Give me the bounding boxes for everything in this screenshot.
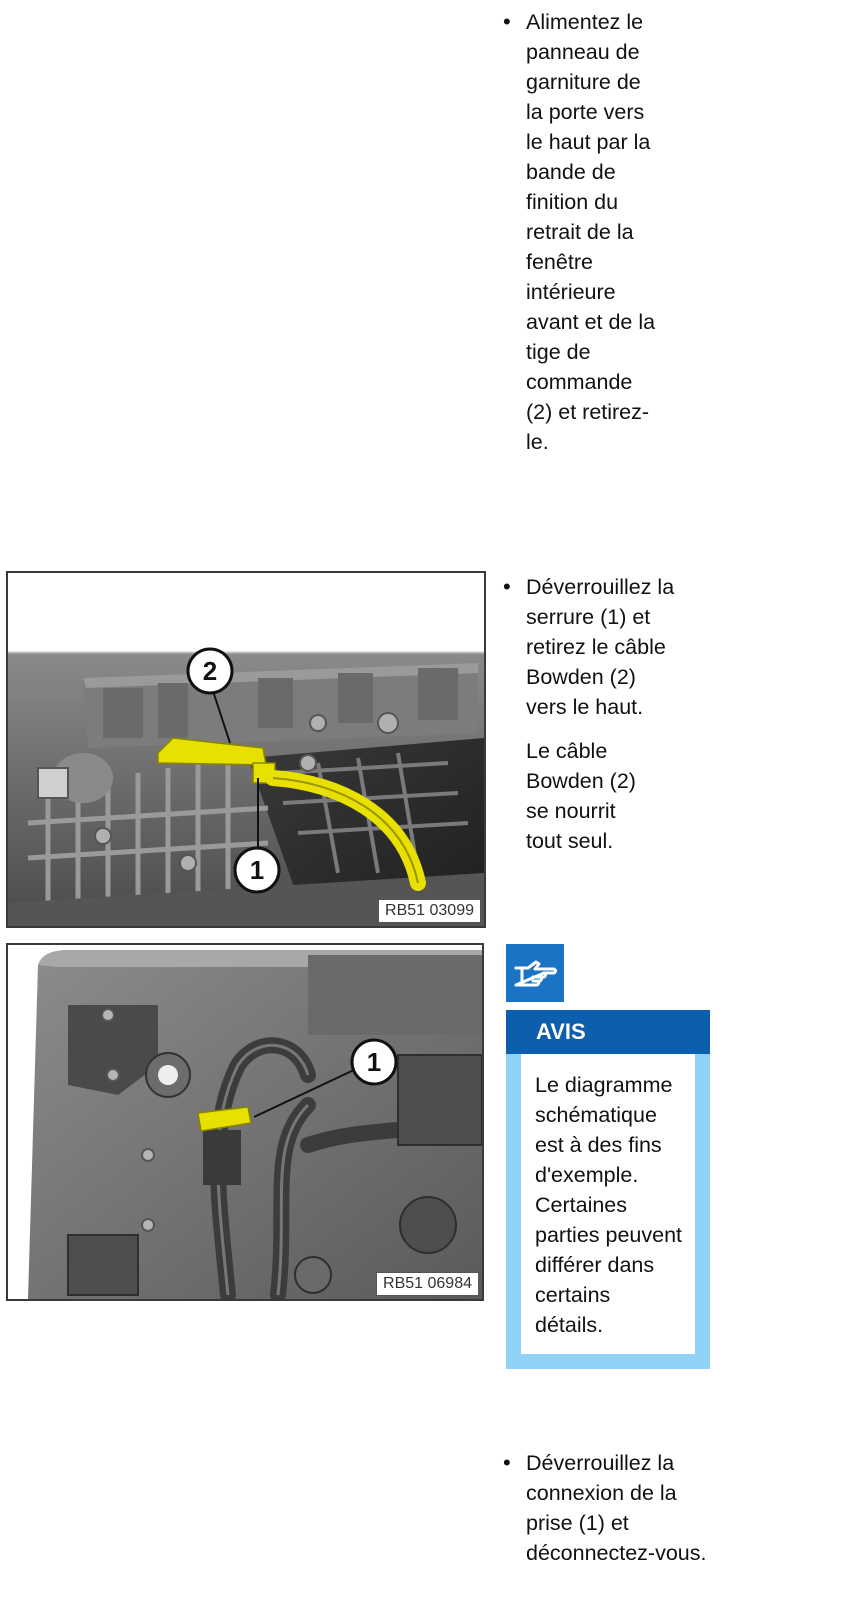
bullet-marker: •: [503, 574, 511, 599]
notice-body: [506, 1054, 710, 1369]
step-2-note: Le câble Bowden (2) se nourrit tout seul.: [526, 739, 636, 853]
callout-1: 1: [366, 1047, 382, 1077]
figure-reference-label: RB51 06984: [376, 1272, 479, 1296]
step-2-text: Déverrouillez la serrure (1) et retirez le câble Bowden (2) vers le haut.: [526, 575, 675, 719]
notice-box: [506, 1010, 710, 1369]
figure-reference-label: RB51 03099: [378, 899, 481, 923]
step-1-text: Alimentez le panneau de garniture de la porte vers le haut par la bande de finition du retrait de la fenêtre intérieure avant et de la tige de commande (2) et retirez-le.: [526, 10, 656, 454]
step-3: [503, 1448, 711, 1568]
figure-plug-connection: [6, 943, 484, 1301]
step-1: [503, 7, 656, 457]
connector-illustration: [8, 945, 482, 1299]
figure-lock-bowden-cable: [6, 571, 486, 928]
bullet-marker: •: [503, 9, 511, 34]
callout-2: 2: [202, 656, 218, 686]
notice-icon-box: [506, 944, 564, 1002]
callout-1: 1: [249, 855, 265, 885]
notice-title: AVIS: [506, 1010, 710, 1054]
step-2: [503, 572, 676, 856]
pointing-hand-icon: [506, 944, 564, 1002]
bullet-marker: •: [503, 1450, 511, 1475]
notice-text: Le diagramme schématique est à des fins d'exemple. Certaines parties peuvent différer dans certains détails.: [535, 1073, 683, 1337]
step-3-text: Déverrouillez la connexion de la prise (1) et déconnectez-vous.: [526, 1451, 707, 1565]
lock-illustration: [8, 573, 484, 926]
